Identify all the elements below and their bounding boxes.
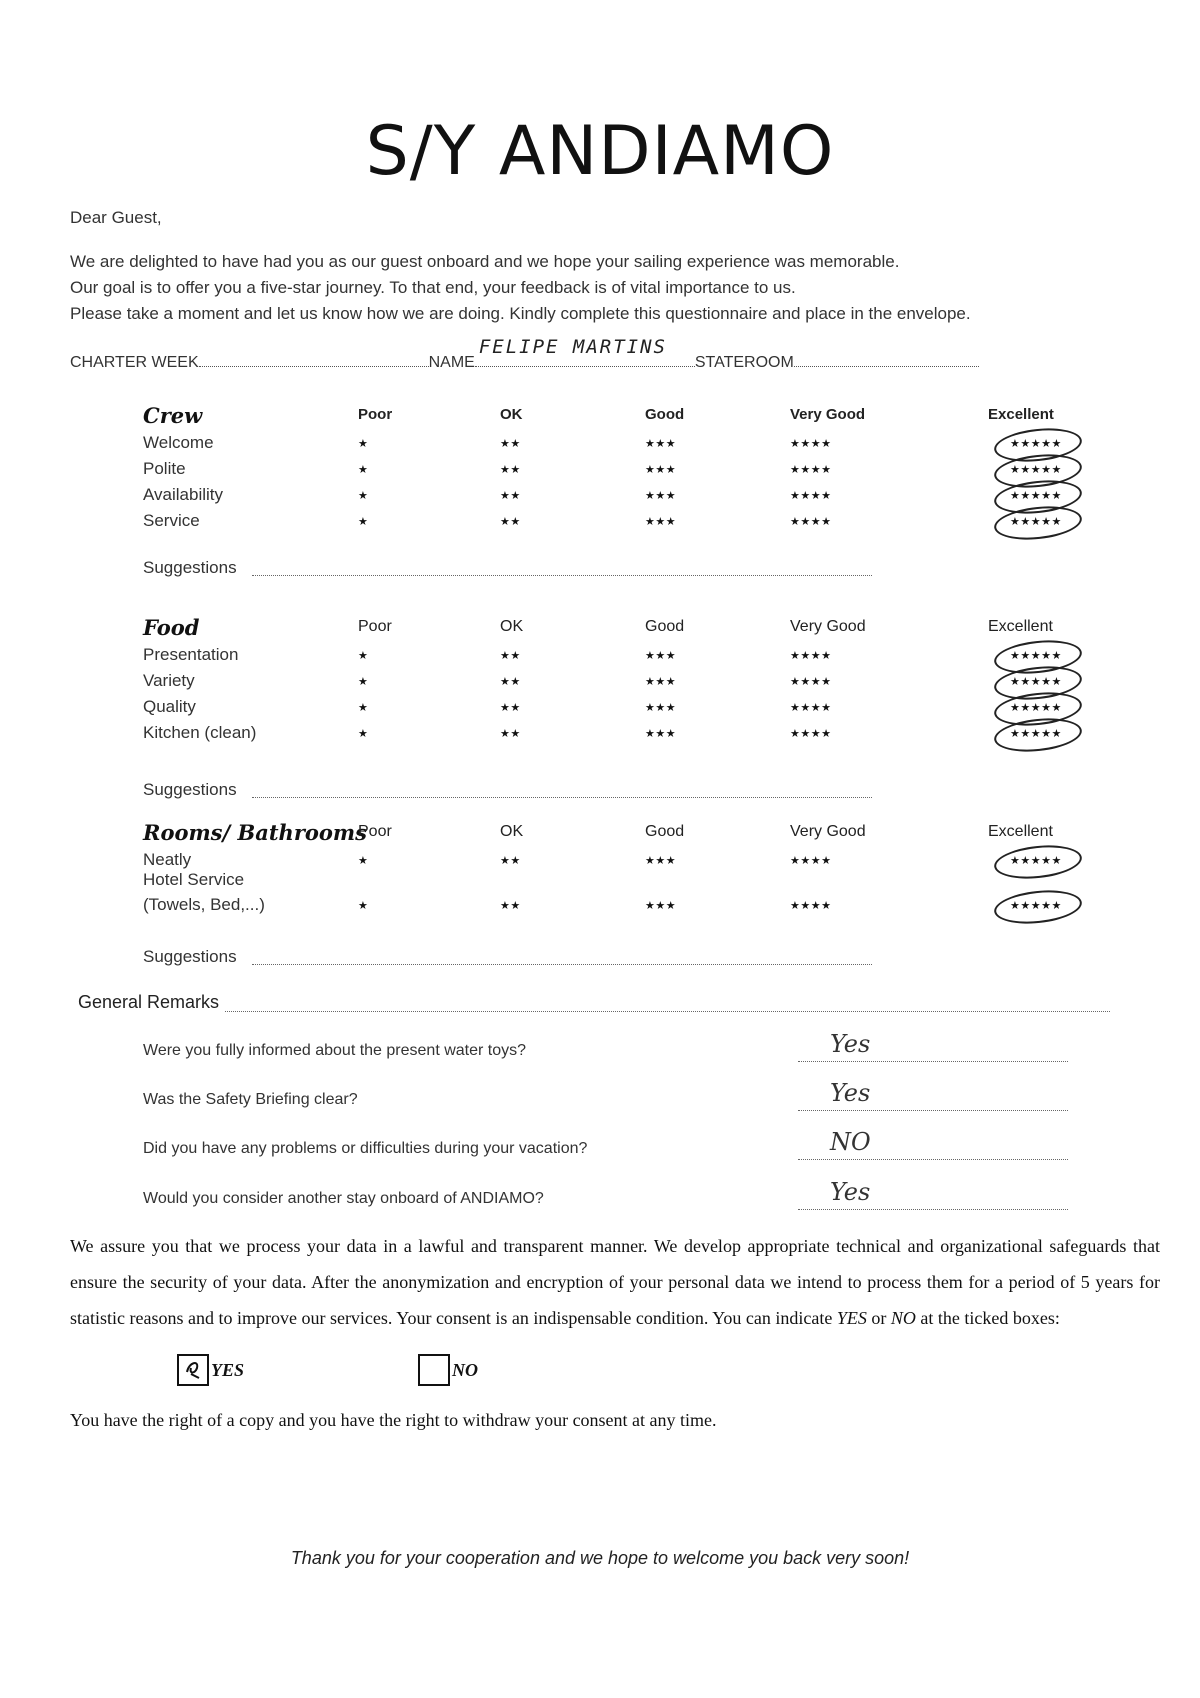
rating-item-label: Variety (143, 671, 195, 690)
rating-stars-4[interactable]: ★★★★ (790, 702, 832, 714)
column-header: Excellent (988, 823, 1053, 840)
question-text: Were you fully informed about the present water toys? (143, 1042, 527, 1059)
rating-stars-1[interactable]: ★ (358, 464, 369, 476)
rating-stars-5[interactable]: ★★★★★ (1010, 728, 1062, 740)
rating-stars-4[interactable]: ★★★★ (790, 900, 832, 912)
rating-stars-4[interactable]: ★★★★ (790, 490, 832, 502)
rating-stars-3[interactable]: ★★★ (645, 438, 677, 450)
rights-statement: You have the right of a copy and you have the right to withdraw your consent at any time. (70, 1410, 717, 1430)
name-field[interactable] (475, 336, 695, 367)
rating-item-label: Service (143, 511, 200, 530)
rating-stars-2[interactable]: ★★ (500, 702, 521, 714)
column-header: OK (500, 618, 524, 635)
column-header: OK (500, 823, 524, 840)
rating-stars-5[interactable]: ★★★★★ (1010, 490, 1062, 502)
rating-stars-2[interactable]: ★★ (500, 650, 521, 662)
rating-stars-1[interactable]: ★ (358, 676, 369, 688)
answer-field[interactable] (798, 1060, 1068, 1062)
rating-stars-1[interactable]: ★ (358, 650, 369, 662)
document-title: S/Y ANDIAMO (365, 112, 835, 191)
suggestions-field[interactable] (252, 574, 872, 576)
rating-item-label: Kitchen (clean) (143, 723, 257, 742)
column-header: Poor (358, 823, 392, 840)
rating-stars-3[interactable]: ★★★ (645, 490, 677, 502)
privacy-or: or (866, 1308, 891, 1328)
rating-stars-2[interactable]: ★★ (500, 676, 521, 688)
column-header: Good (645, 823, 685, 840)
rating-stars-1[interactable]: ★ (358, 728, 369, 740)
column-header: Very Good (790, 823, 866, 840)
answer-value: Yes (830, 1079, 871, 1107)
privacy-text: We assure you that we process your data in a lawful and transparent manner. We develop appropriate technical and organizational safeguards that ensure the security of your data. After the anonymization and encryption of your personal data we intend to process them for a period of 5 years for statistic reasons and to improve our services. Your consent is an indispensable condition. You can indicate (70, 1236, 1160, 1328)
intro-line-2: Our goal is to offer you a five-star journey. To that end, your feedback is of vital importance to us. (70, 278, 796, 297)
answer-value: NO (830, 1128, 871, 1156)
column-header: Good (645, 406, 685, 423)
rating-stars-4[interactable]: ★★★★ (790, 464, 832, 476)
rating-stars-5[interactable]: ★★★★★ (1010, 900, 1062, 912)
rating-item-label: Quality (143, 697, 196, 716)
rating-stars-5[interactable]: ★★★★★ (1010, 464, 1062, 476)
rating-stars-4[interactable]: ★★★★ (790, 438, 832, 450)
question-text: Did you have any problems or difficulties during your vacation? (143, 1140, 588, 1157)
intro-line-1: We are delighted to have had you as our guest onboard and we hope your sailing experience was memorable. (70, 252, 900, 271)
rating-item-label: Availability (143, 485, 224, 504)
consent-yes-checkbox[interactable] (177, 1354, 209, 1386)
column-header: OK (500, 406, 523, 423)
column-header: Very Good (790, 618, 866, 635)
question-text: Was the Safety Briefing clear? (143, 1091, 358, 1108)
rating-stars-2[interactable]: ★★ (500, 516, 521, 528)
section-title: Crew (143, 403, 203, 428)
intro-line-3: Please take a moment and let us know how we are doing. Kindly complete this questionnaire and place in the envelope. (70, 304, 971, 323)
rating-stars-2[interactable]: ★★ (500, 855, 521, 867)
general-remarks-label: General Remarks (78, 992, 220, 1012)
rating-stars-1[interactable]: ★ (358, 855, 369, 867)
rating-stars-2[interactable]: ★★ (500, 490, 521, 502)
suggestions-label: Suggestions (143, 947, 237, 966)
closing-message: Thank you for your cooperation and we hope to welcome you back very soon! (290, 1548, 910, 1568)
charter-week-label: CHARTER WEEK (70, 354, 199, 371)
rating-stars-5[interactable]: ★★★★★ (1010, 516, 1062, 528)
consent-yes-label: YES (211, 1360, 245, 1380)
rating-stars-1[interactable]: ★ (358, 516, 369, 528)
privacy-statement (70, 1228, 1160, 1336)
stateroom-field[interactable] (794, 352, 979, 367)
name-label: NAME (428, 354, 475, 371)
rating-stars-4[interactable]: ★★★★ (790, 650, 832, 662)
greeting: Dear Guest, (70, 208, 162, 227)
suggestions-field[interactable] (252, 963, 872, 965)
rating-stars-2[interactable]: ★★ (500, 728, 521, 740)
answer-field[interactable] (798, 1158, 1068, 1160)
rating-item-label: Hotel Service (143, 870, 245, 889)
general-remarks-field[interactable] (225, 1010, 1110, 1012)
check-mark-icon (179, 1356, 207, 1384)
rating-stars-2[interactable]: ★★ (500, 464, 521, 476)
column-header: Very Good (790, 406, 866, 423)
rating-item-label-detail: (Towels, Bed,...) (143, 895, 265, 914)
rating-stars-4[interactable]: ★★★★ (790, 728, 832, 740)
rating-stars-4[interactable]: ★★★★ (790, 855, 832, 867)
rating-stars-5[interactable]: ★★★★★ (1010, 855, 1062, 867)
header-fields (70, 336, 980, 372)
rating-stars-2[interactable]: ★★ (500, 900, 521, 912)
rating-item-label: Welcome (143, 433, 214, 452)
stateroom-label: STATEROOM (694, 354, 794, 371)
answer-value: Yes (830, 1030, 871, 1058)
rating-stars-3[interactable]: ★★★ (645, 516, 677, 528)
rating-item-label: Polite (143, 459, 186, 478)
charter-week-field[interactable] (199, 352, 429, 367)
rating-item-label: Neatly (143, 850, 192, 869)
column-header: Good (645, 618, 685, 635)
answer-field[interactable] (798, 1208, 1068, 1210)
rating-stars-3[interactable]: ★★★ (645, 702, 677, 714)
rating-stars-3[interactable]: ★★★ (645, 676, 677, 688)
column-header: Poor (358, 406, 393, 423)
rating-stars-1[interactable]: ★ (358, 490, 369, 502)
question-text: Would you consider another stay onboard of ANDIAMO? (143, 1190, 544, 1207)
rating-selected-circle (993, 841, 1084, 882)
rating-stars-3[interactable]: ★★★ (645, 855, 677, 867)
suggestions-label: Suggestions (143, 558, 237, 577)
rating-stars-1[interactable]: ★ (358, 438, 369, 450)
section-title: Rooms/ Bathrooms (143, 820, 367, 845)
rating-stars-5[interactable]: ★★★★★ (1010, 650, 1062, 662)
consent-no-checkbox[interactable] (418, 1354, 450, 1386)
column-header: Poor (358, 618, 392, 635)
rating-item-label: Presentation (143, 645, 239, 664)
privacy-yes: YES (836, 1308, 867, 1328)
rating-stars-3[interactable]: ★★★ (645, 728, 677, 740)
answer-field[interactable] (798, 1109, 1068, 1111)
column-header: Excellent (988, 406, 1054, 423)
column-header: Excellent (988, 618, 1053, 635)
rating-stars-3[interactable]: ★★★ (645, 650, 677, 662)
name-value: FELIPE MARTINS (478, 336, 667, 358)
privacy-no: NO (890, 1308, 916, 1328)
rating-stars-2[interactable]: ★★ (500, 438, 521, 450)
suggestions-label: Suggestions (143, 780, 237, 799)
rating-stars-5[interactable]: ★★★★★ (1010, 676, 1062, 688)
section-title: Food (143, 615, 200, 640)
rating-selected-circle (993, 886, 1084, 927)
rating-stars-1[interactable]: ★ (358, 900, 369, 912)
rating-stars-4[interactable]: ★★★★ (790, 676, 832, 688)
rating-stars-3[interactable]: ★★★ (645, 464, 677, 476)
rating-stars-5[interactable]: ★★★★★ (1010, 702, 1062, 714)
rating-stars-3[interactable]: ★★★ (645, 900, 677, 912)
rating-stars-5[interactable]: ★★★★★ (1010, 438, 1062, 450)
rating-stars-1[interactable]: ★ (358, 702, 369, 714)
suggestions-field[interactable] (252, 796, 872, 798)
rating-stars-4[interactable]: ★★★★ (790, 516, 832, 528)
privacy-rest: at the ticked boxes: (915, 1308, 1060, 1328)
answer-value: Yes (830, 1178, 871, 1206)
consent-no-label: NO (452, 1360, 478, 1380)
